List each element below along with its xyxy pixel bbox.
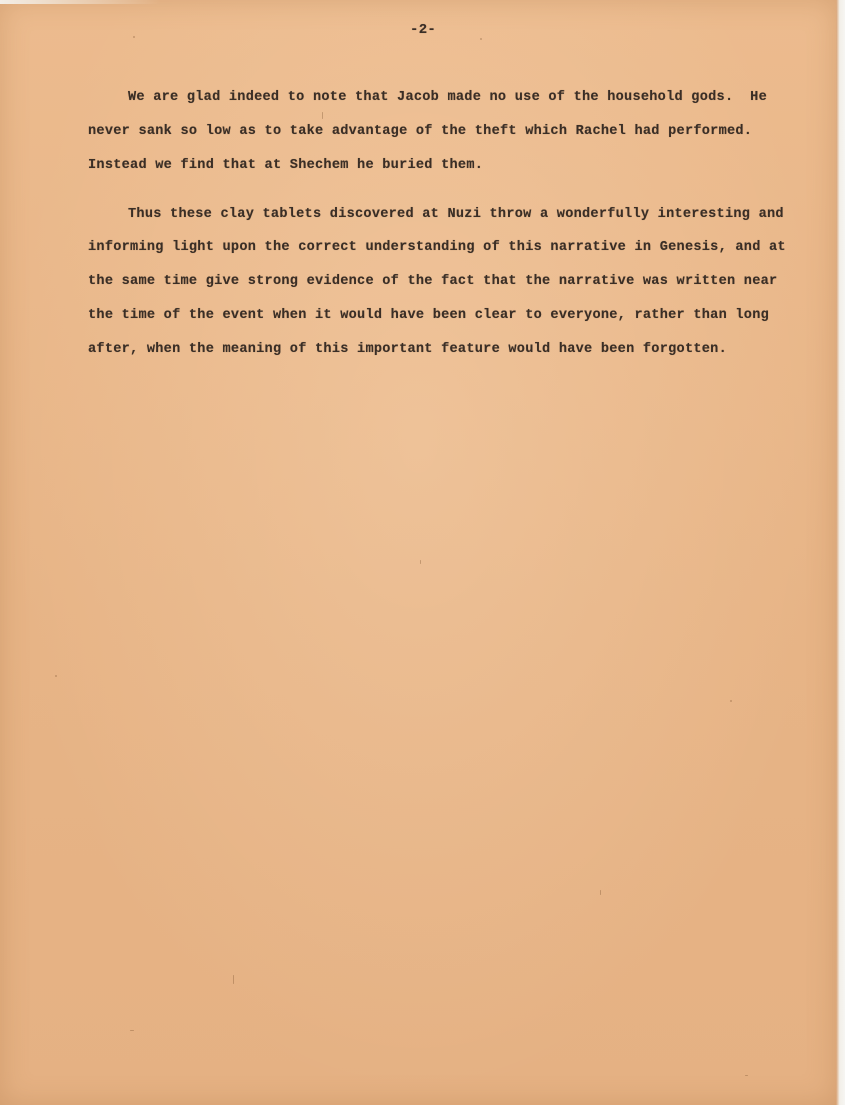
paper-fleck (420, 560, 421, 564)
paper-fleck (322, 112, 323, 119)
paper-fleck (55, 675, 57, 677)
paragraph-line: after, when the meaning of this important feature would have been forgotten. (88, 342, 727, 357)
paragraph-line: the time of the event when it would have been clear to everyone, rather than long (88, 308, 770, 323)
paper-fleck (730, 700, 732, 702)
paper-fleck (130, 1030, 134, 1031)
page-number: -2- (410, 22, 437, 38)
paragraph-line: Thus these clay tablets discovered at Nuzi throw a wonderfully interesting and (128, 207, 784, 222)
paper-fleck (480, 38, 482, 40)
paper-fleck (233, 975, 234, 984)
paper-fleck (600, 890, 601, 895)
paper-edge-right (836, 0, 845, 1105)
paragraph-line: never sank so low as to take advantage of the theft which Rachel had performed. (88, 124, 753, 139)
paper-edge-top (0, 0, 160, 4)
paper-fleck (745, 1075, 748, 1076)
paragraph-line: the same time give strong evidence of the fact that the narrative was written near (88, 274, 778, 289)
paragraph-line: informing light upon the correct understanding of this narrative in Genesis, and at (88, 240, 786, 255)
paragraph-line: Instead we find that at Shechem he buried them. (88, 158, 484, 173)
paragraph-line: We are glad indeed to note that Jacob made no use of the household gods. He (128, 90, 767, 105)
paper-fleck (133, 36, 135, 38)
